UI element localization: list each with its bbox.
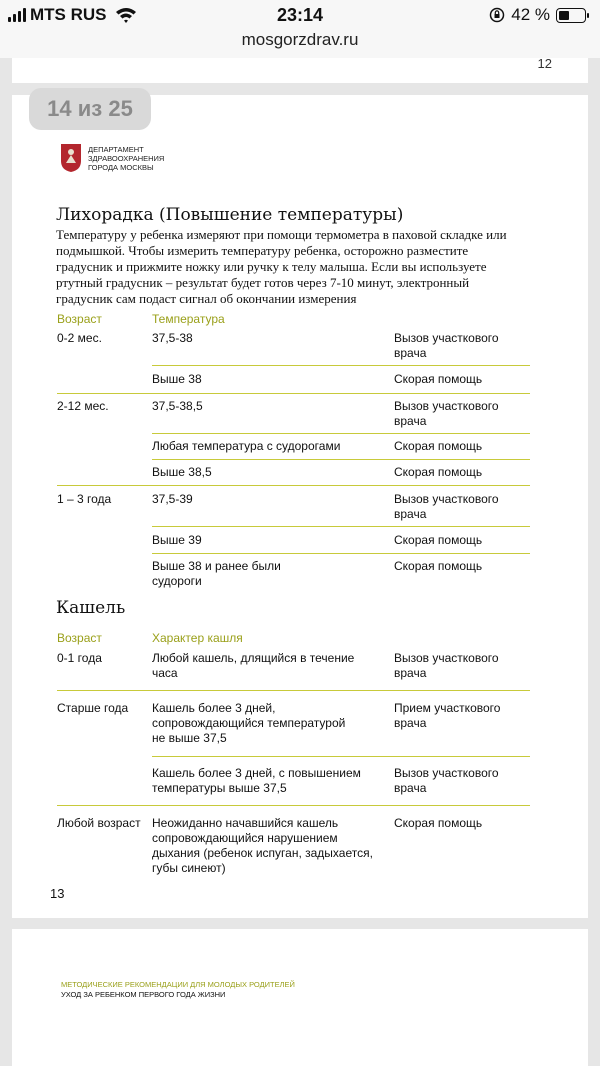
next-page bbox=[12, 929, 588, 1066]
row-divider bbox=[57, 485, 530, 486]
table-cell-age: 1 – 3 года bbox=[57, 492, 112, 506]
fever-col-temp: Температура bbox=[152, 312, 225, 326]
table-cell-action: Вызов участкового врача bbox=[394, 766, 499, 795]
address-url[interactable]: mosgorzdrav.ru bbox=[241, 30, 359, 49]
table-cell-action: Скорая помощь bbox=[394, 439, 483, 453]
status-bar bbox=[0, 0, 600, 58]
table-cell-action: Прием участкового врача bbox=[394, 701, 501, 730]
table-cell-action: Скорая помощь bbox=[394, 533, 483, 547]
moscow-emblem-icon bbox=[60, 143, 82, 173]
table-cell-temp: Выше 38,5 bbox=[152, 465, 212, 479]
running-header-title: МЕТОДИЧЕСКИЕ РЕКОМЕНДАЦИИ ДЛЯ МОЛОДЫХ РОДИТЕЛЕЙ bbox=[61, 980, 295, 989]
clock: 23:14 bbox=[276, 5, 324, 25]
table-cell-type: Неожиданно начавшийся кашель сопровождающийся нарушением дыхания (ребенок испуган, задыхается, губы синеют) bbox=[152, 816, 373, 875]
department-name bbox=[88, 145, 164, 172]
row-divider bbox=[152, 433, 530, 434]
table-cell-age: 2-12 мес. bbox=[57, 399, 109, 413]
row-divider bbox=[152, 526, 530, 527]
row-divider bbox=[57, 393, 530, 394]
running-header-subtitle: УХОД ЗА РЕБЕНКОМ ПЕРВОГО ГОДА ЖИЗНИ bbox=[61, 990, 226, 999]
row-divider bbox=[152, 553, 530, 554]
department-line: ДЕПАРТАМЕНТ bbox=[88, 144, 144, 154]
table-cell-age: 0-1 года bbox=[57, 651, 102, 665]
table-cell-temp: Выше 38 и ранее были судороги bbox=[152, 559, 281, 588]
table-cell-type: Кашель более 3 дней, сопровождающийся температурой не выше 37,5 bbox=[152, 701, 346, 745]
table-cell-type: Любой кашель, длящийся в течение часа bbox=[152, 651, 355, 680]
table-cell-action: Скорая помощь bbox=[394, 465, 483, 479]
table-cell-action: Вызов участкового врача bbox=[394, 399, 499, 428]
cough-col-type: Характер кашля bbox=[152, 631, 243, 645]
department-line: ГОРОДА МОСКВЫ bbox=[88, 162, 154, 172]
table-cell-temp: Выше 38 bbox=[152, 372, 202, 386]
table-cell-temp: 37,5-39 bbox=[152, 492, 193, 506]
table-cell-action: Вызов участкового врача bbox=[394, 492, 499, 521]
table-cell-action: Скорая помощь bbox=[394, 816, 483, 830]
page-counter: 14 из 25 bbox=[29, 88, 151, 130]
battery-fill bbox=[559, 11, 569, 20]
row-divider bbox=[57, 690, 530, 691]
table-cell-temp: Выше 39 bbox=[152, 533, 202, 547]
fever-col-age: Возраст bbox=[57, 312, 102, 326]
orientation-lock-icon bbox=[489, 7, 505, 23]
row-divider bbox=[152, 459, 530, 460]
cough-col-age: Возраст bbox=[57, 631, 102, 645]
battery-percent: 42 % bbox=[511, 5, 550, 24]
table-cell-action: Скорая помощь bbox=[394, 559, 483, 573]
battery-icon bbox=[556, 8, 586, 23]
table-cell-age: 0-2 мес. bbox=[57, 331, 102, 345]
table-cell-action: Скорая помощь bbox=[394, 372, 483, 386]
carrier-name: MTS RUS bbox=[30, 5, 107, 24]
table-cell-age: Любой возраст bbox=[57, 816, 141, 830]
table-cell-action: Вызов участкового врача bbox=[394, 331, 499, 360]
row-divider bbox=[152, 756, 530, 757]
document-page bbox=[12, 95, 588, 918]
status-right bbox=[489, 5, 586, 25]
cough-title: Кашель bbox=[56, 598, 126, 618]
table-cell-type: Кашель более 3 дней, с повышением температуры выше 37,5 bbox=[152, 766, 361, 795]
row-divider bbox=[152, 365, 530, 366]
table-cell-age: Старше года bbox=[57, 701, 129, 715]
fever-intro: Температуру у ребенка измеряют при помощи термометра в паховой складке или подмышкой. Чтобы измерить температуру ребенка, осторожно разместите градусник и прижмите ножку или ручку к телу малыша. Если вы используете ртутный градусник – результат будет готов через 7-10 минут, электронный градусник сам подаст сигнал об окончании измерения bbox=[56, 227, 507, 306]
department-line: ЗДРАВООХРАНЕНИЯ bbox=[88, 153, 165, 163]
row-divider bbox=[57, 805, 530, 806]
table-cell-action: Вызов участкового врача bbox=[394, 651, 499, 680]
page-number: 13 bbox=[50, 886, 65, 901]
table-cell-temp: 37,5-38,5 bbox=[152, 399, 203, 413]
fever-title: Лихорадка (Повышение температуры) bbox=[56, 205, 404, 225]
table-cell-temp: Любая температура с судорогами bbox=[152, 439, 341, 453]
table-cell-temp: 37,5-38 bbox=[152, 331, 193, 345]
department-logo bbox=[60, 143, 164, 173]
previous-page-number: 12 bbox=[537, 56, 552, 71]
previous-page bbox=[12, 58, 588, 83]
